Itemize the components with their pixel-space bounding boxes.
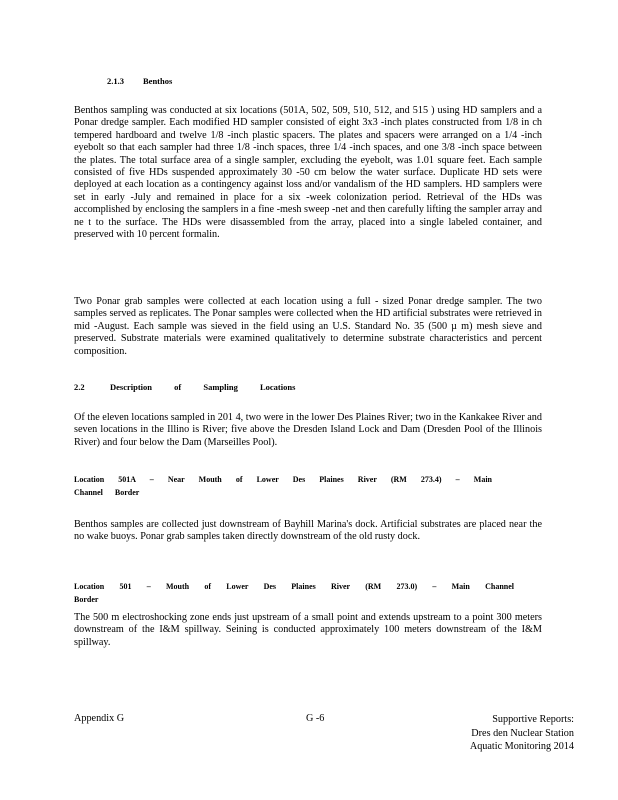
section-title: Benthos [143,76,173,86]
paragraph-benthos-hd-sampling: Benthos sampling was conducted at six locations (501A, 502, 509, 510, 512, and 515 ) using HD samplers and a Ponar dredge sampler. Each modified HD sampler consisted of eight 3x3 -inch plates constructed from 1/8 in ch tempered hardboard and twelve 1/8 -inch plastic spacers. The plates and spacers were arranged on a 1/4 -inch eyebolt so that each sampler had three 1/8 -inch spaces, three 1/4 -inch spaces, and one 3/8 -inch space between the plates. The total surface area of a single sampler, excluding the eyebolt, was 1.01 square feet. Each sample consisted of five HDs suspended approximately 30 -50 cm below the water surface. Duplicate HD sets were deployed at each location as a contingency against loss and/or vandalism of the HD samplers. HD samplers were set in early -July and remained in place for a six -week colonization period. Retrieval of the HDs was accomplished by enclosing the samplers in a fine -mesh sweep -net and then carefully lifting the sampler array and ne t to the surface. The HDs were disassembled from the array, placed into a single labeled container, and preserved with 10 percent formalin. [74,105,542,241]
location-501a-heading: Location 501A – Near Mouth of Lower Des Plaines River (RM 273.4) – Main Channel Border [74,475,492,497]
paragraph-location-501: The 500 m electroshocking zone ends just upstream of a small point and extends upstream to a point 300 meters downstream of the I&M spillway. Seining is conducted approximately 100 meters downstream of the I&M spillway. [74,612,542,648]
footer-appendix-label: Appendix G [74,713,125,724]
paragraph-sampled-locations-overview: Of the eleven locations sampled in 201 4, two were in the lower Des Plaines River; two in the Kankakee River and seven locations in the Illino is River; five above the Dresden Island Lock and Dam (Dresden Pool of the Illinois River) and four below the Dam (Marseilles Pool). [74,412,542,448]
section-title: Description of Sampling Locations [110,382,296,392]
footer-report-line-3: Aquatic Monitoring 2014 [469,741,574,752]
footer-report-title [470,713,574,754]
footer-report-line-1: Supportive Reports: [492,714,574,725]
section-heading-benthos [107,76,172,86]
section-heading-description [74,382,295,392]
section-number: 2.1.3 [107,76,124,86]
section-number: 2.2 [74,382,85,392]
paragraph-ponar-grab-samples: Two Ponar grab samples were collected at each location using a full - sized Ponar dredge sampler. The two samples served as replicates. The Ponar samples were collected when the HD artificial substrates were retrieved in mid -August. Each sample was sieved in the field using an U.S. Standard No. 35 (500 µ m) mesh sieve and preserved. Substrate materials were examined qualitatively to determine substrate characteristics and percent composition. [74,296,542,357]
footer-page-number: G -6 [306,713,325,724]
footer-report-line-2: Dres den Nuclear Station [471,727,574,739]
paragraph-location-501a: Benthos samples are collected just downstream of Bayhill Marina's dock. Artificial substrates are placed near the no wake buoys. Ponar grab samples taken directly downstream of the old rusty dock. [74,519,542,543]
location-501-heading: Location 501 – Mouth of Lower Des Plaines River (RM 273.0) – Main Channel Border [74,582,514,604]
